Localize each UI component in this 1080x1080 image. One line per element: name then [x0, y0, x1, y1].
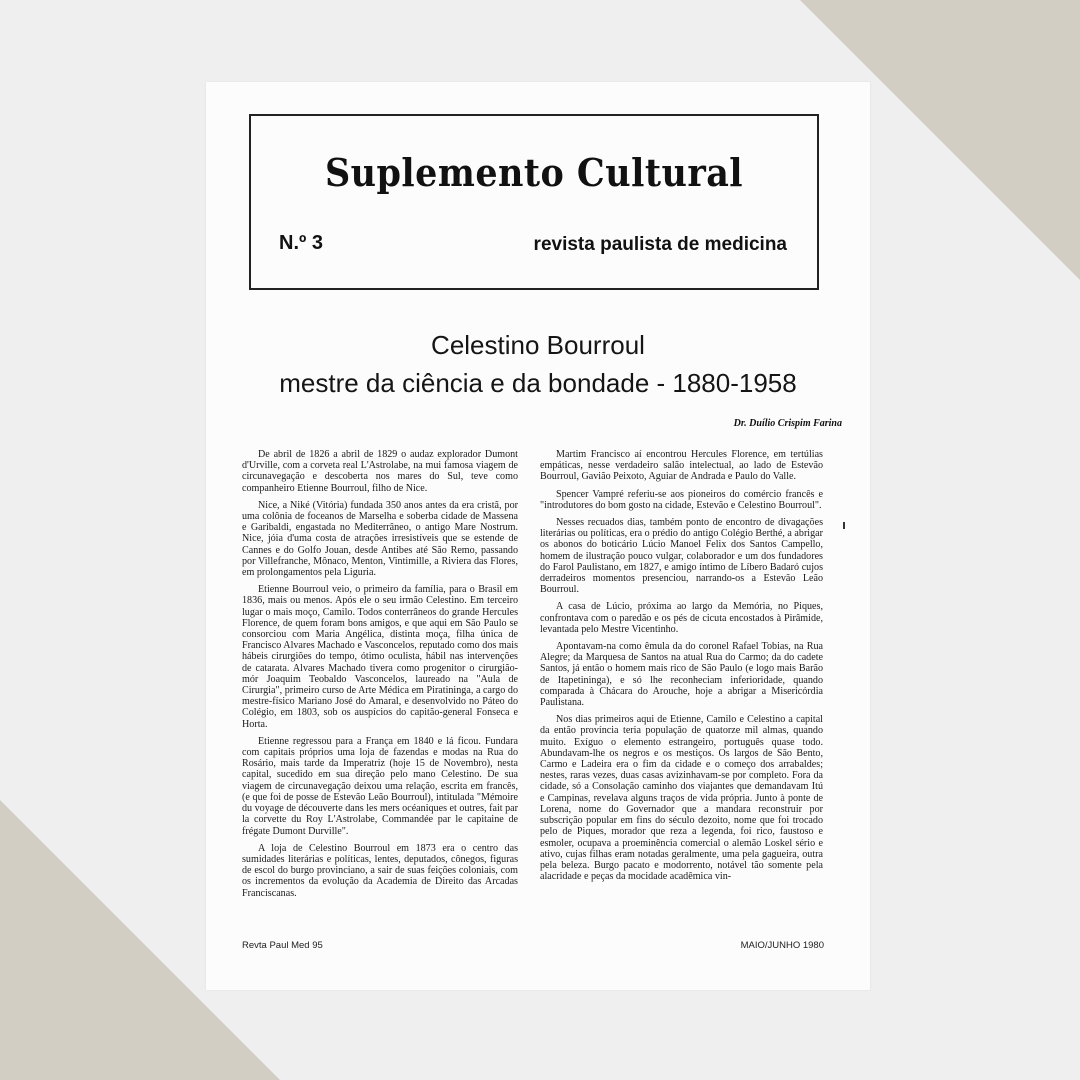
- text-column-left: [242, 449, 518, 905]
- paragraph: Nice, a Niké (Vitória) fundada 350 anos antes da era cristã, por uma colônia de foceanos de Marselha e soberba cidade de Massena e Garibaldi, engastada no Mediterrâneo, o antigo Mare Nostrum. Nice, jóia d'uma costa de atrações irresistíveis que se estende de Cannes e do Golfo Jouan, desde Antibes até São Remo, passando por Villefranche, Mônaco, Menton, Vintimille, a Riviera das Flores, em prolongamentos pela Liguria.: [242, 499, 518, 579]
- masthead-box: [249, 114, 819, 290]
- document-page: [206, 82, 870, 990]
- issue-number: N.º 3: [279, 232, 323, 254]
- article-title-line2: mestre da ciência e da bondade - 1880-1958: [279, 368, 797, 398]
- paragraph: A loja de Celestino Bourroul em 1873 era o centro das sumidades literárias e políticas, lentes, deputados, cônegos, figuras de escol do burgo provinciano, a sair de suas feições coloniais, com os incrementos da evolução da Academia de Direito das Arcadas Franciscanas.: [242, 842, 518, 899]
- paragraph: Nesses recuados dias, também ponto de encontro de divagações literárias ou políticas, era o prédio do antigo Colégio Berthé, a abrigar os abonos do boticário Lúcio Manoel Felix dos Santos Campello, homem de ilustração pouco vulgar, colaborador e um dos fundadores do Farol Paulistano, em 1827, e amigo íntimo de Líbero Badaró cujos derradeiros momentos presenciou, narrando-os a Estevão Leão Bourroul.: [540, 517, 823, 596]
- footer-date: MAIO/JUNHO 1980: [740, 940, 824, 951]
- masthead-title: Suplemento Cultural: [324, 150, 744, 195]
- paragraph: A casa de Lúcio, próxima ao largo da Memória, no Piques, confrontava com o paredão e os pés de cicuta encostados à Pirâmide, levantada pelo Mestre Vicentinho.: [540, 601, 823, 635]
- paragraph: Etienne regressou para a França em 1840 e lá ficou. Fundara com capitais próprios uma loja de fazendas e modas na Rua do Rosário, mais tarde da Imperatriz (hoje 15 de Novembro), nesta capital, sucedido em sua direção pelo mano Celestino. De sua viagem de circunavegação deixou uma relação, escrita em francês, (e que foi de posse de Estevão Leão Bourroul), intitulada "Mémoire du voyage de découverte dans les mers océaniques et outres, fait par la corvette du Roy L'Astrolabe, Commandée par le capitaine de frégate Dumont Durville".: [242, 735, 518, 837]
- margin-mark: [843, 522, 845, 529]
- article-title-line1: Celestino Bourroul: [431, 330, 645, 360]
- paragraph: Nos dias primeiros aqui de Etienne, Camilo e Celestino a capital da então província teria população de quatorze mil almas, quando muito. Exíguo o elemento estrangeiro, português quase todo. Abundavam-lhe os negros e os mestiços. Os largos de São Bento, Carmo e Ladeira era o fim da cidade e o começo dos arrabaldes; nestes, raras vezes, duas casas avizinhavam-se por completo. Fora da cidade, só a Consolação caminho dos viajantes que demandavam Itú e Campinas, revelava alguns traços de vida própria. Junto à ponte de Lorena, nome do Governador que a mandara reconstruir por subscrição popular em fins do século dezoito, nome que foi trocado pelo de Piques, morador que reza a legenda, foi rico, faustoso e esmoler, ocupava a proeminência comercial o alemão Loskel sério e ativo, cujas filhas eram notadas geralmente, uma pela gagueira, outra pela beleza. Burgo pacato e modorrento, notável tão somente pela alacridade e peças da mocidade acadêmica vin-: [540, 714, 823, 883]
- author-byline: Dr. Duílio Crispim Farina: [733, 418, 842, 429]
- paragraph: De abril de 1826 a abril de 1829 o audaz explorador Dumont d'Urville, com a corveta real L'Astrolabe, na mui famosa viagem de circunavegação e descoberta nos mares do Sul, teve como companheiro Etienne Bourroul, filho de Nice.: [242, 449, 518, 494]
- footer-journal-ref: Revta Paul Med 95: [242, 940, 323, 951]
- masthead-subtitle: revista paulista de medicina: [533, 234, 787, 255]
- paragraph: Spencer Vampré referiu-se aos pioneiros do comércio francês e "introdutores do bom gosto na cidade, Estevão e Celestino Bourroul".: [540, 488, 823, 511]
- paragraph: Apontavam-na como êmula da do coronel Rafael Tobias, na Rua Alegre; da Marquesa de Santos na atual Rua do Carmo; da do cadete Santos, já então o homem mais rico de São Paulo (e logo mais Barão de Itapetininga), e só lhe reconheciam inferioridade, quando comparada à Chácara do Arouche, hoje a abrigar a Misericórdia Paulistana.: [540, 641, 823, 709]
- paragraph: Etienne Bourroul veio, o primeiro da família, para o Brasil em 1836, mais ou menos. Após ele o seu irmão Celestino. Em terceiro lugar o mais moço, Camilo. Todos conterrâneos do grande Hercules Florence, de quem foram bons amigos, e que aqui em São Paulo se consorciou com Maria Angélica, distinta moça, filha única de Francisco Alvares Machado e Vasconcelos, reputado como dos mais hábeis cirurgiões do tempo, ótimo oculista, hábil nas intervenções de catarata. Alvares Machado tivera como progenitor o cirurgião-mór Joaquim Teobaldo Vasconcelos, laureado na "Aula de Cirurgia", primeiro curso de Arte Médica em Piratininga, a cargo do mestre-físico Mariano José do Amaral, e desenvolvido no Páteo do Colégio, em 1803, sob os auspícios do capitão-general Fonseca e Horta.: [242, 584, 518, 730]
- text-column-right: [540, 449, 823, 888]
- paragraph: Martim Francisco aí encontrou Hercules Florence, em tertúlias empáticas, nesse verdadeiro salão intelectual, ao lado de Estevão Bourroul, Gavião Peixoto, Aguiar de Andrada e Paulo do Valle.: [540, 449, 823, 483]
